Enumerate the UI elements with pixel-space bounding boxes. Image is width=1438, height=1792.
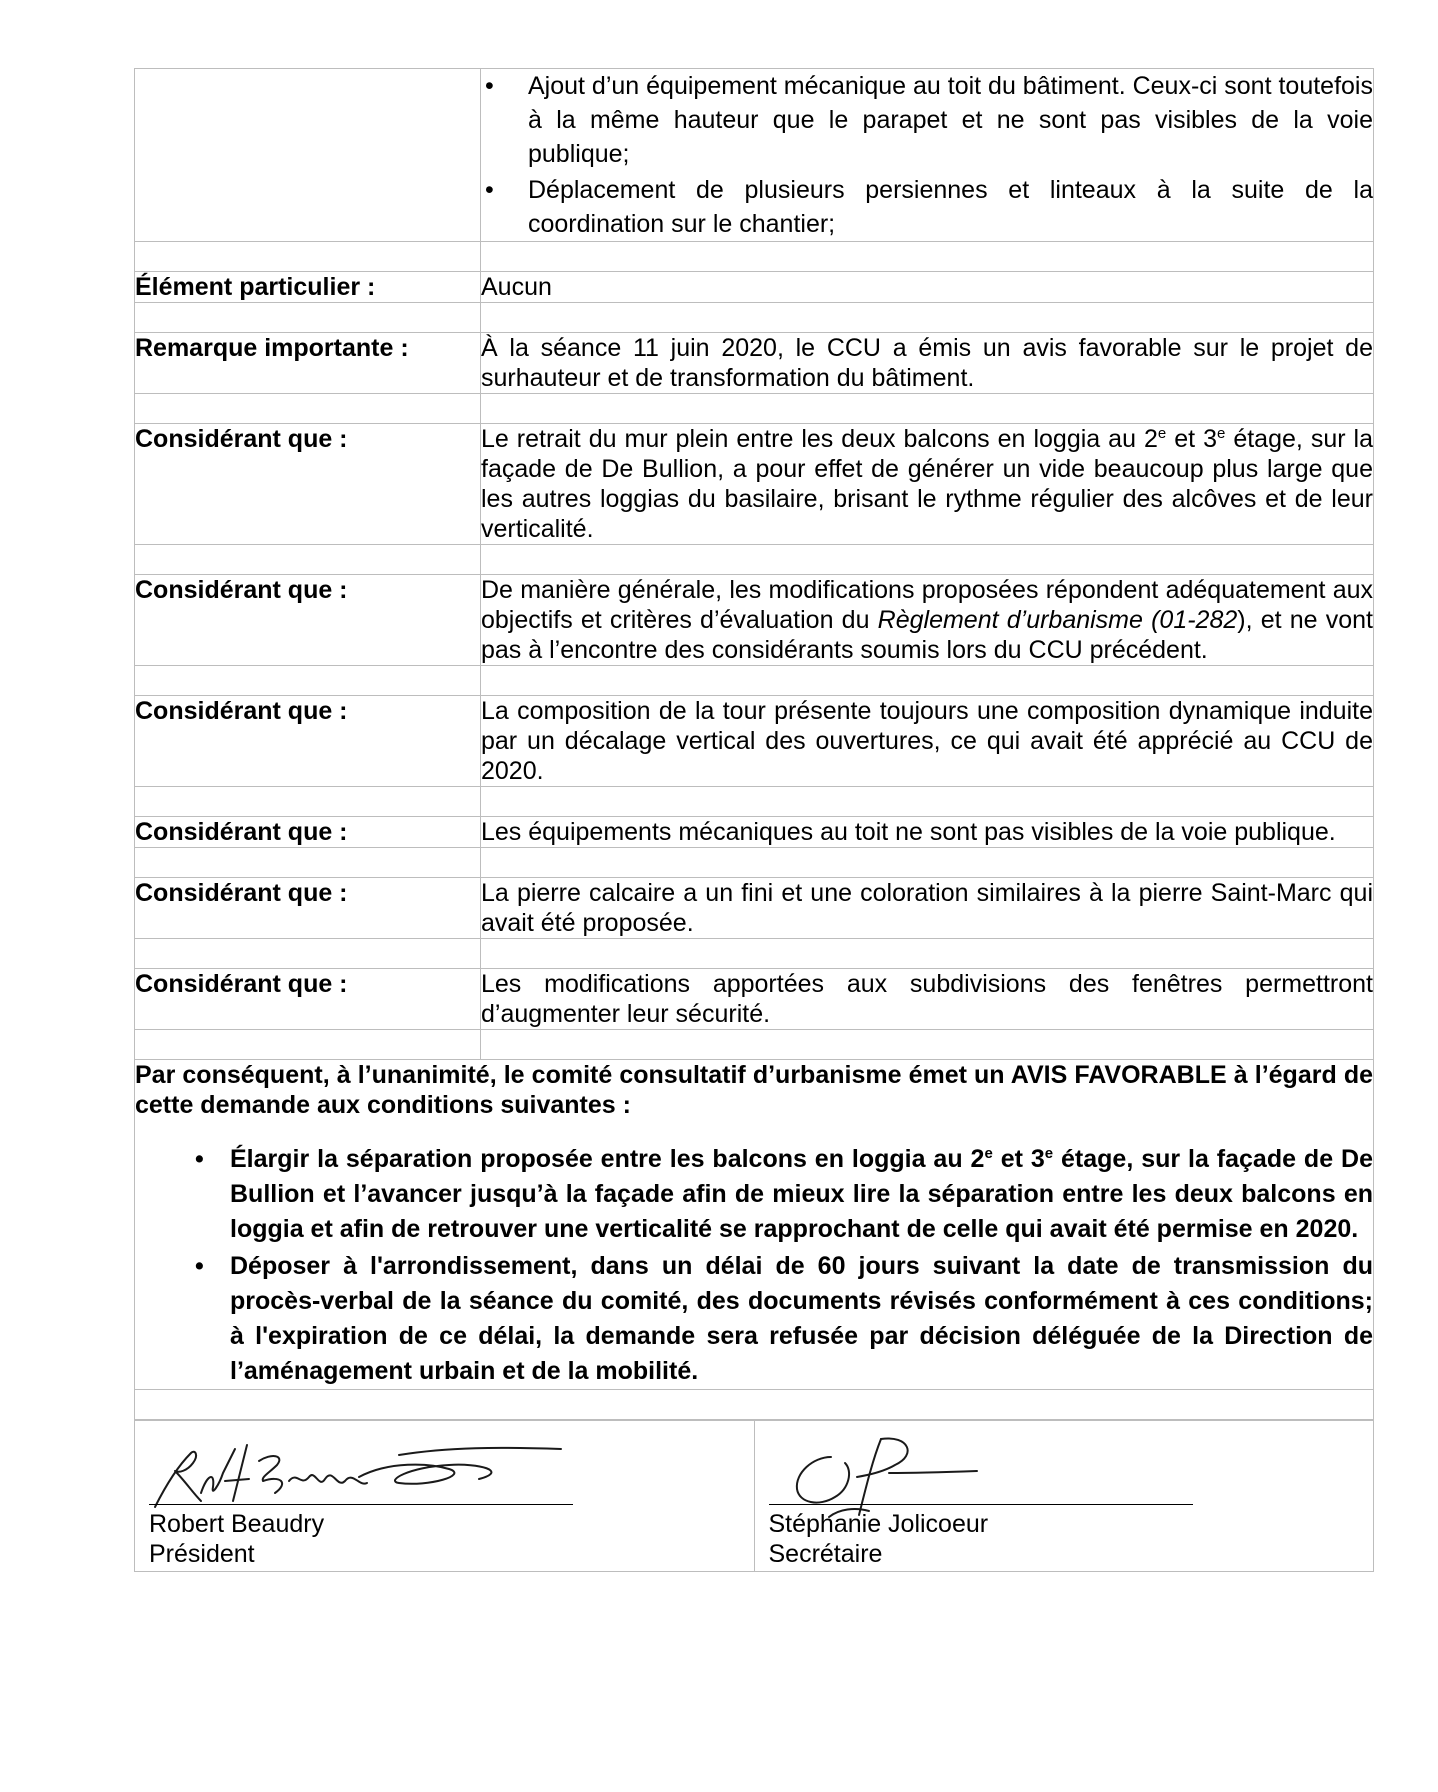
spacer-row — [135, 1390, 1374, 1420]
handwritten-signature-icon — [149, 1431, 569, 1511]
signatory-role: Président — [149, 1540, 255, 1568]
bullet-icon: • — [485, 72, 494, 100]
row-label: Considérant que : — [135, 575, 481, 666]
signature-table — [134, 1420, 1374, 1572]
signatory — [149, 1509, 324, 1569]
considerant-row — [135, 575, 1374, 666]
empty-label-cell — [135, 69, 481, 242]
handwritten-signature-icon — [769, 1431, 1189, 1521]
spacer-row — [135, 303, 1374, 333]
spacer-row — [135, 242, 1374, 272]
remarque-row — [135, 333, 1374, 394]
row-text: Les modifications apportées aux subdivisions des fenêtres permettront d’augmenter leur sécurité. — [481, 970, 1373, 1028]
signatory-name: Robert Beaudry — [149, 1510, 325, 1538]
signature-line — [769, 1504, 1193, 1505]
row-text: Aucun — [481, 272, 1374, 303]
signature-block-president — [135, 1421, 755, 1572]
element-particulier-row — [135, 272, 1374, 303]
decision-cell — [135, 1060, 1374, 1390]
row-label: Considérant que : — [135, 878, 481, 939]
row-text: Les équipements mécaniques au toit ne sont pas visibles de la voie publique. — [481, 817, 1374, 848]
signature-block-secretary — [754, 1421, 1374, 1572]
list-item: • Élargir la séparation proposée entre les balcons en loggia au 2e et 3e étage, sur la façade de De Bullion et l’avancer jusqu’à la façade afin de mieux lire la séparation entre les deux balcons en loggia et afin de retrouver une verticalité se rapprochant de celle qui avait été permise en 2020. — [135, 1142, 1373, 1247]
list-item: • Déplacement de plusieurs persiennes et linteaux à la suite de la coordination sur le chantier; — [481, 173, 1373, 241]
bullet-icon: • — [195, 1252, 204, 1280]
spacer-row — [135, 848, 1374, 878]
spacer-row — [135, 939, 1374, 969]
row-text: La pierre calcaire a un fini et une coloration similaires à la pierre Saint-Marc qui avait été proposée. — [481, 879, 1373, 937]
row-text: À la séance 11 juin 2020, le CCU a émis un avis favorable sur le projet de surhauteur et de transformation du bâtiment. — [481, 334, 1373, 392]
row-label: Élément particulier : — [135, 272, 481, 303]
decision-intro: Par conséquent, à l’unanimité, le comité consultatif d’urbanisme émet un AVIS FAVORABLE à l’égard de cette demande aux conditions suivantes : — [135, 1061, 1373, 1119]
row-label: Remarque importante : — [135, 333, 481, 394]
signatory-role: Secrétaire — [768, 1540, 883, 1568]
signatory — [769, 1509, 989, 1569]
decision-row — [135, 1060, 1374, 1390]
considerant-row — [135, 878, 1374, 939]
row-label: Considérant que : — [135, 817, 481, 848]
considerant-row — [135, 696, 1374, 787]
signatory-name: Stéphanie Jolicoeur — [768, 1510, 989, 1538]
bullet-icon: • — [195, 1145, 204, 1173]
conditions-list — [135, 1142, 1373, 1389]
row-label: Considérant que : — [135, 696, 481, 787]
spacer-row — [135, 394, 1374, 424]
row-text: Le retrait du mur plein entre les deux balcons en loggia au 2e et 3e étage, sur la façade de De Bullion, a pour effet de générer un vide beaucoup plus large que les autres loggias du basilaire, brisant le rythme régulier des alcôves et de leur verticalité. — [481, 425, 1374, 543]
spacer-row — [135, 1030, 1374, 1060]
considerant-row — [135, 817, 1374, 848]
regulation-title: Règlement d’urbanisme (01-282 — [877, 606, 1238, 634]
continuation-row — [135, 69, 1374, 242]
bullet-icon: • — [485, 176, 494, 204]
row-label: Considérant que : — [135, 424, 481, 545]
spacer-row — [135, 545, 1374, 575]
list-item: • Déposer à l'arrondissement, dans un délai de 60 jours suivant la date de transmission du procès-verbal de la séance du comité, des documents révisés conformément à ces conditions; à l'expiration de ce délai, la demande sera refusée par décision déléguée de la Direction de l’aménagement urbain et de la mobilité. — [135, 1249, 1373, 1389]
row-text: De manière générale, les modifications proposées répondent adéquatement aux objectifs et critères d’évaluation du Règlement d’urbanisme (01-282), et ne vont pas à l’encontre des considérants soumis lors du CCU précédent. — [481, 576, 1373, 664]
list-item: • Ajout d’un équipement mécanique au toit du bâtiment. Ceux-ci sont toutefois à la même hauteur que le parapet et ne sont pas visibles de la voie publique; — [481, 69, 1373, 171]
spacer-row — [135, 787, 1374, 817]
continuation-cell — [481, 69, 1374, 242]
signature-line — [149, 1504, 573, 1505]
considerant-row — [135, 969, 1374, 1030]
row-text: La composition de la tour présente toujours une composition dynamique induite par un décalage vertical des ouvertures, ce qui avait été apprécié au CCU de 2020. — [481, 697, 1373, 785]
spacer-row — [135, 666, 1374, 696]
document-page — [134, 68, 1374, 1572]
row-label: Considérant que : — [135, 969, 481, 1030]
modification-list — [481, 69, 1373, 241]
recommendation-table — [134, 68, 1374, 1420]
considerant-row — [135, 424, 1374, 545]
